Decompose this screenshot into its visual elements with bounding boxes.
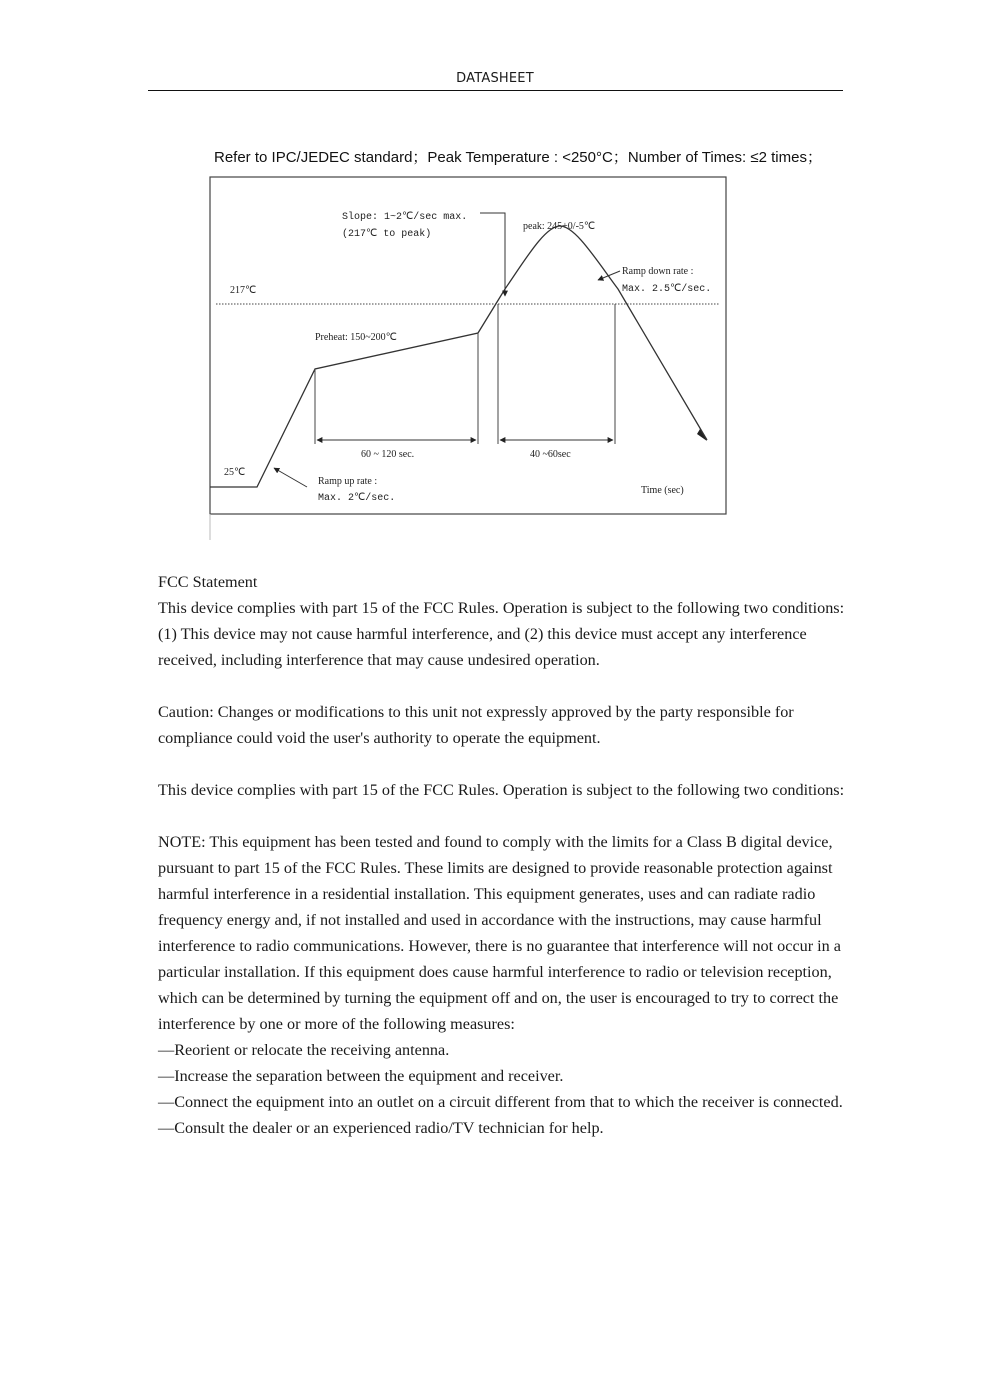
fcc-measure: —Connect the equipment into an outlet on a circuit different from that to which the receiver is connected. [158, 1093, 843, 1111]
ramp-down-label-line1: Ramp down rate : [622, 266, 694, 277]
page-header-label: DATASHEET [456, 71, 534, 86]
ramp-down-label-line2: Max. 2.5℃/sec. [622, 284, 712, 295]
fcc-measure: —Increase the separation between the equipment and receiver. [158, 1067, 564, 1085]
reflow-profile-diagram [200, 168, 740, 548]
slope-leader-arrow [480, 213, 505, 296]
fcc-measure: —Consult the dealer or an experienced radio/TV technician for help. [158, 1119, 604, 1137]
reflow-profile-title: Refer to IPC/JEDEC standard；Peak Temperature : <250°C；Number of Times: ≤2 times； [214, 149, 822, 166]
reflow-profile-figure [200, 168, 740, 548]
ramp-up-leader-arrow [274, 468, 307, 487]
fcc-caution: Caution: Changes or modifications to this unit not expressly approved by the party responsible for compliance could void the user's authority to operate the equipment. [158, 703, 794, 747]
fcc-measure: —Reorient or relocate the receiving antenna. [158, 1041, 450, 1059]
preheat-label: Preheat: 150~200℃ [315, 332, 397, 343]
fcc-paragraph-1: This device complies with part 15 of the FCC Rules. Operation is subject to the following two conditions: (1) This device may not cause harmful interference, and (2) this device must accept any interference received, including interference that may cause undesired operation. [158, 599, 845, 669]
slope-label-line1: Slope: 1~2℃/sec max. [342, 212, 468, 223]
peak-label: peak: 245+0/-5℃ [523, 221, 596, 232]
time-axis-label: Time (sec) [641, 485, 684, 496]
fcc-statement-section [158, 569, 858, 1141]
fcc-paragraph-2: This device complies with part 15 of the FCC Rules. Operation is subject to the following two conditions: [158, 781, 845, 799]
slope-label-line2: (217℃ to peak) [342, 229, 432, 240]
start-temp-label: 25℃ [224, 467, 246, 478]
reflow-duration-label: 40 ~60sec [530, 449, 571, 460]
fcc-note: NOTE: This equipment has been tested and found to comply with the limits for a Class B digital device, pursuant to part 15 of the FCC Rules. These limits are designed to provide reasonable protection against harmful interference in a residential installation. This equipment generates, uses and can radiate radio frequency energy and, if not installed and used in accordance with the instructions, may cause harmful interference to radio communications. However, there is no guarantee that interference will not occur in a particular installation. If this equipment does cause harmful interference to radio or television reception, which can be determined by turning the equipment off and on, the user is encouraged to try to correct the interference by one or more of the following measures: [158, 833, 841, 1033]
ramp-up-label-line2: Max. 2℃/sec. [318, 493, 396, 504]
ramp-up-label-line1: Ramp up rate : [318, 476, 378, 487]
diagram-frame [210, 177, 726, 514]
preheat-duration-label: 60 ~ 120 sec. [361, 449, 415, 460]
ramp-down-leader-arrow [598, 271, 620, 280]
fcc-heading: FCC Statement [158, 573, 258, 591]
header-divider [148, 90, 843, 91]
liquidus-temp-label: 217℃ [230, 285, 257, 296]
